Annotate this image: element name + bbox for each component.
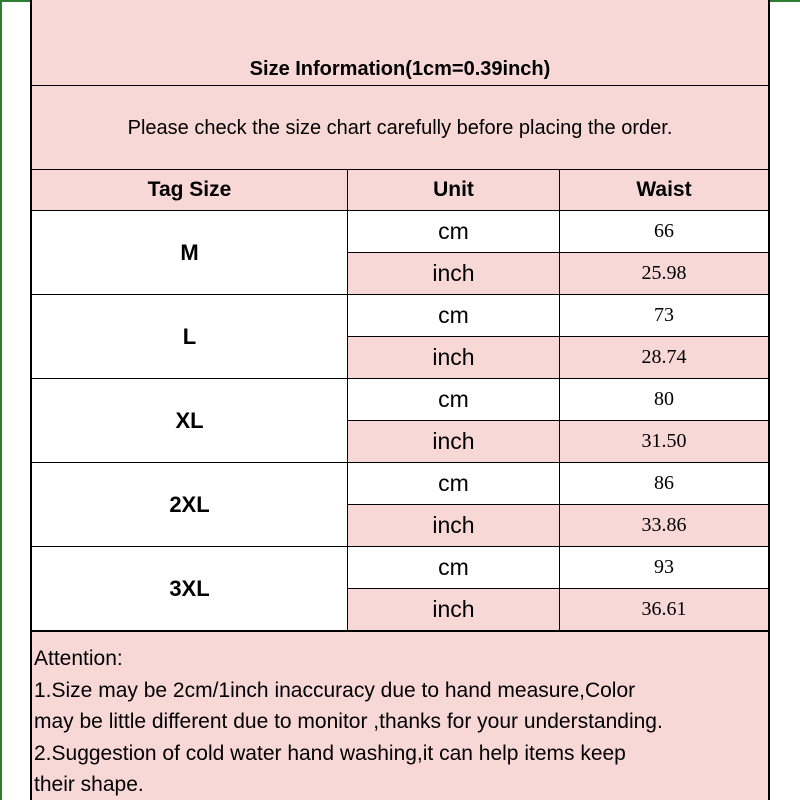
table-gridline [348, 588, 768, 589]
tag-size-cell: L [32, 295, 347, 378]
unit-inch-cell: inch [348, 253, 559, 294]
tag-size-cell: 3XL [32, 547, 347, 630]
unit-inch-cell: inch [348, 589, 559, 630]
divider-line [30, 169, 770, 170]
table-gridline [348, 420, 768, 421]
attention-line: 2.Suggestion of cold water hand washing,it can help items keep [34, 741, 626, 765]
waist-inch-cell: 31.50 [560, 421, 768, 462]
waist-inch-cell: 25.98 [560, 253, 768, 294]
unit-inch-cell: inch [348, 421, 559, 462]
waist-cm-cell: 80 [560, 379, 768, 420]
table-gridline [559, 169, 560, 631]
waist-cm-cell: 73 [560, 295, 768, 336]
unit-inch-cell: inch [348, 337, 559, 378]
header-waist: Waist [560, 170, 768, 210]
tag-size-cell: 2XL [32, 463, 347, 546]
waist-inch-cell: 33.86 [560, 505, 768, 546]
attention-line: 1.Size may be 2cm/1inch inaccuracy due to hand measure,Color [34, 678, 636, 702]
divider-line [30, 85, 770, 86]
attention-heading: Attention: [34, 647, 123, 670]
unit-cm-cell: cm [348, 295, 559, 336]
waist-inch-cell: 28.74 [560, 337, 768, 378]
tag-size-cell: M [32, 211, 347, 294]
divider-line [30, 210, 770, 211]
unit-inch-cell: inch [348, 505, 559, 546]
header-unit: Unit [348, 170, 559, 210]
waist-cm-cell: 86 [560, 463, 768, 504]
attention-notes [34, 643, 764, 801]
table-gridline [348, 336, 768, 337]
size-notice: Please check the size chart carefully before placing the order. [32, 87, 768, 169]
waist-cm-cell: 66 [560, 211, 768, 252]
table-gridline [348, 252, 768, 253]
unit-cm-cell: cm [348, 463, 559, 504]
unit-cm-cell: cm [348, 211, 559, 252]
waist-inch-cell: 36.61 [560, 589, 768, 630]
table-gridline [347, 169, 348, 631]
header-tag-size: Tag Size [32, 170, 347, 210]
attention-line: may be little different due to monitor ,thanks for your understanding. [34, 710, 663, 733]
tag-size-cell: XL [32, 379, 347, 462]
unit-cm-cell: cm [348, 379, 559, 420]
unit-cm-cell: cm [348, 547, 559, 588]
divider-line [30, 631, 770, 632]
table-gridline [348, 504, 768, 505]
attention-line: their shape. [34, 773, 144, 796]
chart-title: Size Information(1cm=0.39inch) [32, 52, 768, 86]
waist-cm-cell: 93 [560, 547, 768, 588]
